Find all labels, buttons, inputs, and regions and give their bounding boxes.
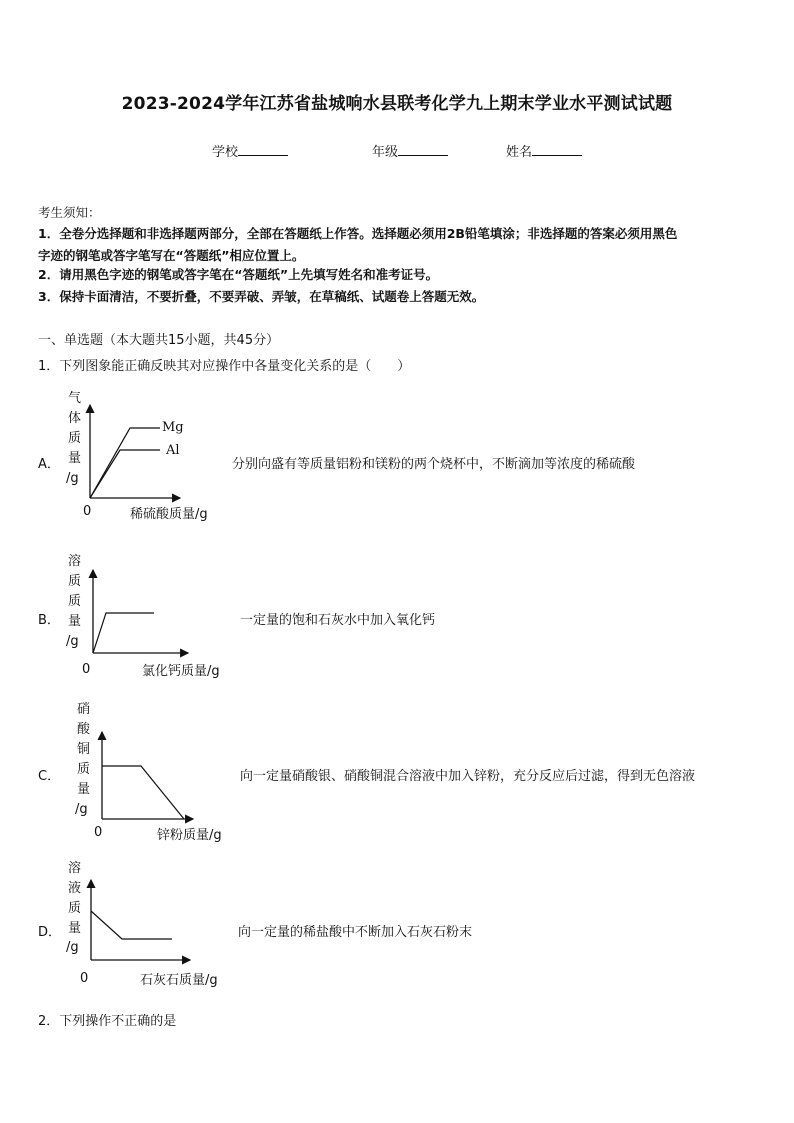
question-2-stem: 2．下列操作不正确的是 — [38, 1014, 177, 1029]
graph-a-mg-label: Mg — [162, 420, 184, 435]
graph-d-ylabel-3: 质 — [68, 901, 82, 916]
notice-item-3: 3．保持卡面清洁，不要折叠，不要弄破、弄皱，在草稿纸、试题卷上答题无效。 — [38, 289, 485, 304]
grade-label: 年级 — [372, 145, 399, 160]
option-b-letter[interactable]: B． — [38, 613, 60, 628]
notice-item-2: 2．请用黑色字迹的钢笔或答字笔在“答题纸”上先填写姓名和准考证号。 — [38, 267, 439, 282]
graph-a-ylabel-4: 量 — [68, 451, 82, 466]
option-c-desc: 向一定量硝酸银、硝酸铜混合溶液中加入锌粉，充分反应后过滤，得到无色溶液 — [240, 769, 696, 784]
graph-c-ylabel-6: /g — [75, 802, 88, 817]
graph-b-ylabel-3: 质 — [68, 594, 82, 609]
school-blank — [238, 143, 288, 156]
graph-b-ylabel-4: 量 — [68, 614, 82, 629]
grade-blank — [398, 143, 448, 156]
option-d-desc: 向一定量的稀盐酸中不断加入石灰石粉末 — [238, 925, 473, 940]
notice-heading: 考生须知： — [38, 205, 101, 220]
option-d-letter[interactable]: D． — [38, 925, 62, 940]
graph-a-al-label: Al — [166, 443, 180, 458]
graph-d-xlabel: 石灰石质量/g — [140, 973, 218, 988]
graph-c-ylabel-5: 量 — [77, 782, 91, 797]
name-blank — [532, 143, 582, 156]
graph-b-ylabel-5: /g — [66, 634, 79, 649]
notice-item-1: 1．全卷分选择题和非选择题两部分，全部在答题纸上作答。选择题必须用2B铅笔填涂；非选择题的答案必须用黑色 — [38, 226, 678, 241]
graph-a-ylabel-1: 气 — [68, 391, 82, 406]
graph-a-origin: 0 — [83, 504, 92, 519]
option-a-letter[interactable]: A． — [38, 457, 60, 472]
graph-d-ylabel-5: /g — [66, 940, 79, 955]
graph-a-xlabel: 稀硫酸质量/g — [130, 507, 208, 522]
graph-d-line — [91, 911, 172, 939]
option-a-desc: 分别向盛有等质量铝粉和镁粉的两个烧杯中，不断滴加等浓度的稀硫酸 — [232, 457, 636, 472]
name-field — [506, 141, 582, 160]
school-label: 学校 — [212, 145, 239, 160]
graph-c-ylabel-1: 硝 — [77, 702, 91, 717]
graph-a-mg-line — [90, 428, 160, 498]
graph-b — [60, 548, 240, 683]
graph-a-ylabel-3: 质 — [68, 431, 82, 446]
option-b-desc: 一定量的饱和石灰水中加入氧化钙 — [240, 613, 436, 628]
grade-field — [372, 141, 448, 160]
name-label: 姓名 — [506, 145, 533, 160]
graph-d-ylabel-1: 溶 — [68, 861, 82, 876]
graph-a — [60, 385, 235, 525]
graph-b-line — [93, 613, 154, 653]
graph-a-ylabel-5: /g — [66, 471, 79, 486]
graph-d — [60, 855, 240, 995]
graph-b-origin: 0 — [82, 662, 91, 677]
graph-d-ylabel-2: 液 — [68, 881, 82, 896]
graph-b-ylabel-2: 质 — [68, 574, 82, 589]
graph-a-ylabel-2: 体 — [68, 411, 82, 426]
question-1-stem: 1．下列图象能正确反映其对应操作中各量变化关系的是（ ） — [38, 359, 411, 374]
graph-b-xlabel: 氯化钙质量/g — [142, 664, 220, 679]
graph-d-ylabel-4: 量 — [68, 921, 82, 936]
option-c-letter[interactable]: C． — [38, 769, 61, 784]
notice-item-1-cont: 字迹的钢笔或答字笔写在“答题纸”相应位置上。 — [38, 248, 305, 263]
graph-c-line — [102, 766, 184, 819]
graph-c-xlabel: 锌粉质量/g — [157, 828, 222, 843]
graph-c-origin: 0 — [94, 825, 103, 840]
graph-c-ylabel-3: 铜 — [77, 742, 91, 757]
section-heading: 一、单选题（本大题共15小题，共45分） — [38, 333, 280, 348]
page-title: 2023-2024学年江苏省盐城响水县联考化学九上期末学业水平测试试题 — [121, 94, 673, 114]
graph-b-ylabel-1: 溶 — [68, 554, 82, 569]
graph-c-ylabel-4: 质 — [77, 762, 91, 777]
graph-c-ylabel-2: 酸 — [77, 722, 91, 737]
school-field — [212, 141, 288, 160]
graph-c — [65, 697, 245, 847]
graph-a-al-line — [90, 450, 160, 498]
graph-d-origin: 0 — [80, 971, 89, 986]
